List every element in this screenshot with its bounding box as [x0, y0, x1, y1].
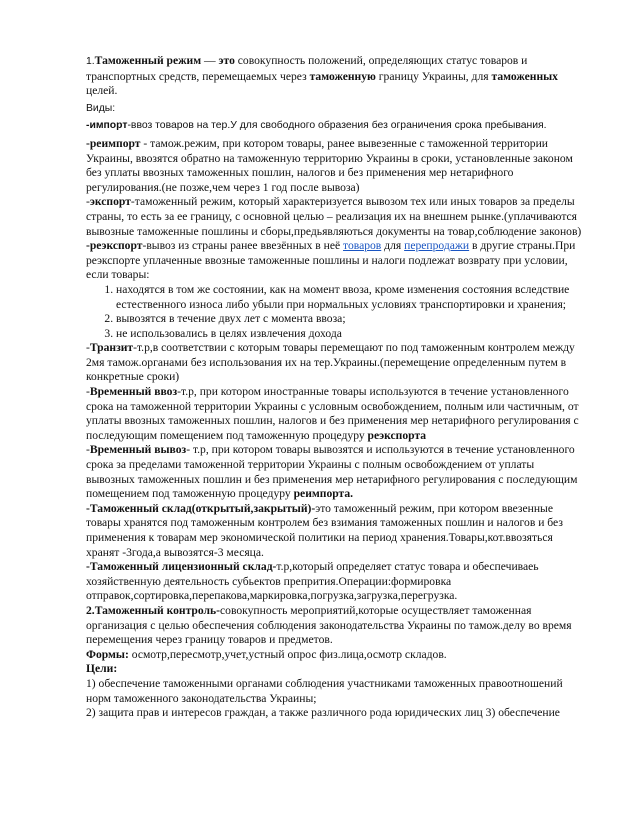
- paragraph-reexport: [86, 239, 584, 283]
- dash: -: [86, 341, 90, 355]
- term-reimport-procedure: реимпорта.: [293, 487, 354, 501]
- paragraph-transit: [86, 341, 584, 385]
- temporary-import-text: -т.р, при котором иностранные товары используются в течение установленного срока на таможенной территории Украины с условным освобождением, полным или частичным, от уплаты ввозных таможенных пошлин, налогов и без применения мер нетарифного регулирования с последующим помещением под таможенную процедуру: [86, 385, 579, 442]
- reexport-text-1: -вывоз из страны ранее ввезённых в неё: [142, 239, 344, 253]
- temporary-export-text: - т.р, при котором товары вывозятся и используются в течение установленного срока за пределами таможенной территории Украины с полным освобождением от уплаты вывозных таможенных пошлин и без применения мер нетарифного регулирования с последующим помещением под таможенную процедуру: [86, 443, 578, 501]
- dash: -: [86, 195, 90, 209]
- definition-text-2: границу Украины, для: [375, 69, 492, 83]
- paragraph-forms: [86, 648, 584, 663]
- goals-heading: Цели:: [86, 662, 118, 676]
- paragraph-reimport: [86, 137, 584, 195]
- term-import: -импорт: [86, 120, 128, 132]
- term-export: экспорт: [89, 195, 131, 209]
- paragraph-customs-control: [86, 604, 584, 648]
- link-resale[interactable]: перепродажи: [404, 239, 470, 253]
- paragraph-goal-2: 2) защита прав и интересов граждан, а также различного рода юридических лиц 3) обеспечение: [86, 706, 560, 720]
- paragraph-goal-1: 1) обеспечение таможенными органами соблюдения участниками таможенных правоотношений норм таможенного законодательства Украины;: [86, 676, 563, 705]
- paragraph-license-warehouse: [86, 560, 584, 604]
- license-warehouse-text: т.р,который определяет статус товара и обеспечиваеь хозяйственную деятельность субьектов препрития.Операции:формировка отправок,сортировка,перепакова,маркировка,погрузка,загрузка,перегрузка.: [86, 560, 539, 603]
- customs-warehouse-text: это таможенный режим, при котором ввезенные товары хранятся под таможенным контролем без взимания таможенных пошлин и налогов и без применения к товарам мер экономической политики на период хранения.Товары,кот.ввозяться хранят -3года,а вывозятся-3 месяца.: [86, 501, 563, 559]
- dash: -: [86, 385, 90, 399]
- definition-text-3: целей.: [86, 84, 118, 98]
- term-customs-warehouse: -Таможенный склад(открытый,закрытый)-: [86, 501, 316, 515]
- export-text: -таможенный режим, который характеризуется вывозом тех или иных товаров за пределы страны, то есть за ее границу, с основной целью – реализация их на внешнем рынке.(уплачиваются вывозные таможенные пошлины и сборы,предьявляються документы на товар,соблюдение законов): [86, 195, 582, 238]
- dash: -: [86, 443, 90, 457]
- forms-text: осмотр,пересмотр,учет,устный опрос физ.лица,осмотр складов.: [128, 647, 447, 661]
- term-temporary-export: Временный вывоз: [89, 443, 187, 457]
- reexport-conditions-list: [86, 283, 584, 341]
- paragraph-export: [86, 195, 584, 239]
- import-text: -ввоз товаров на тер.У для свободного образения без ограничения срока пребывания.: [127, 120, 547, 132]
- term-customs-regime: Таможенный режим: [94, 54, 202, 67]
- term-reimport: -реимпорт: [86, 136, 141, 150]
- paragraph-customs-warehouse: [86, 502, 584, 560]
- document-page: [86, 54, 584, 721]
- reimport-text: - тамож.режим, при котором товары, ранее вывезенные с таможенной территории Украины, ввозятся обратно на таможенную территорию Украины в сроки, установленные законом без уплаты ввозных таможенных пошлин, налогов и без применения мер нетарифного регулирования.(не позже,чем через 1 год после вывоза): [86, 136, 573, 194]
- list-item: 2. вывозятся в течение двух лет с момента ввоза;: [116, 312, 584, 327]
- term-forms: Формы:: [86, 647, 129, 661]
- term-customs-control: 2.Таможенный контроль-: [86, 603, 221, 617]
- reexport-text-3: в другие страны.При реэкспорте уплаченные ввозные таможенные пошлины и налоги подлежат возврату при условии, если товары:: [86, 239, 576, 282]
- list-item: 3. не использовались в целях извлечения дохода: [116, 327, 584, 342]
- term-temporary-import: Временный ввоз: [89, 385, 178, 399]
- bold-customs-purposes: таможенных: [491, 69, 558, 83]
- section-number: 1.: [86, 56, 95, 67]
- term-transit: Транзит: [89, 341, 134, 355]
- reexport-text-2: для: [381, 239, 405, 253]
- transit-text: -т.р,в соответствии с которым товары перемещают по под таможенным контролем между 2мя тамож.органами без использования их на тер.Украины.(перемещение определенным путем в конкретные сроки): [86, 341, 575, 384]
- term-license-warehouse: -Таможенный лицензионный склад-: [86, 560, 277, 574]
- word-eto: это: [218, 54, 235, 67]
- paragraph-definition: [86, 54, 584, 99]
- customs-control-text: совокупность мероприятий,которые осуществляет таможенная организация с целью обеспечения соблюдения законодательства Украины по тамож.делу во время перемещения через границу товаров и предметов.: [86, 603, 572, 647]
- paragraph-import: [86, 119, 584, 134]
- bold-customs: таможенную: [309, 69, 376, 83]
- dash: —: [201, 54, 219, 67]
- definition-text-1: совокупность положений, определяющих статус товаров и транспортных средств, перемещаемых через: [86, 54, 528, 83]
- term-reexport-procedure: реэкспорта: [367, 428, 427, 442]
- paragraph-temporary-import: [86, 385, 584, 443]
- types-heading: Виды:: [86, 102, 116, 114]
- list-item: 1. находятся в том же состоянии, как на момент ввоза, кроме изменения состояния вследствие естественного износа либо убыли при нормальных условиях транспортировки и хранения;: [116, 283, 584, 312]
- paragraph-temporary-export: [86, 443, 584, 501]
- term-reexport: -реэкспорт: [86, 239, 143, 253]
- link-goods[interactable]: товаров: [343, 239, 382, 253]
